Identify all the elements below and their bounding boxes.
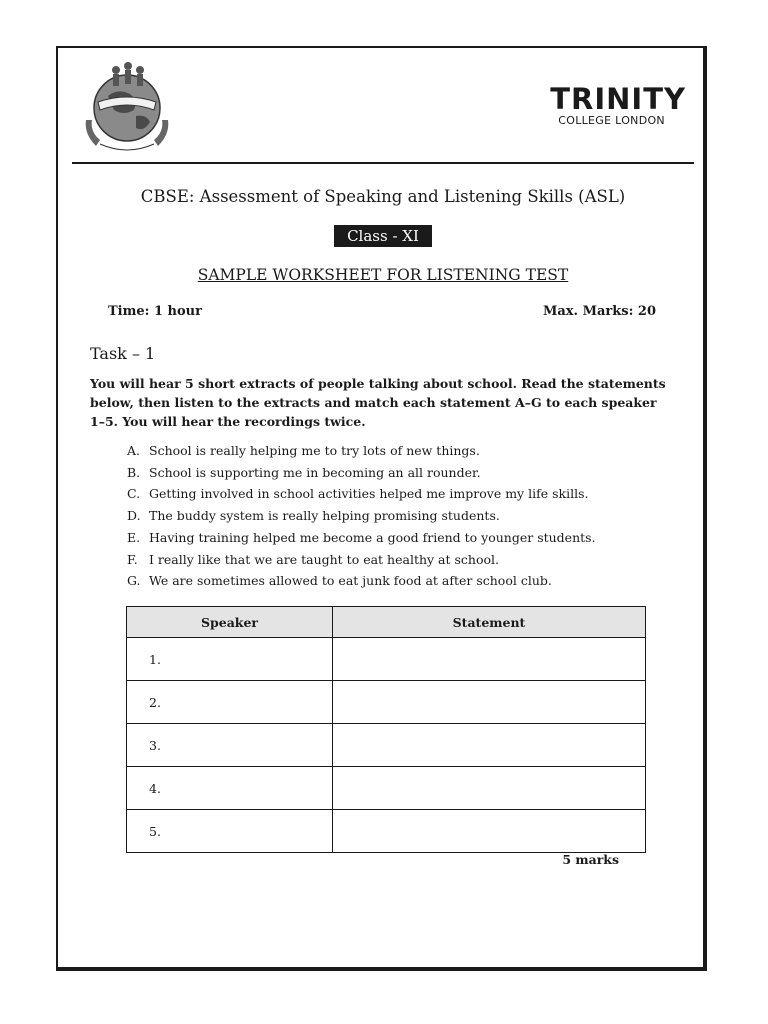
header-statement: Statement (333, 607, 646, 638)
statement-answer-cell[interactable] (333, 810, 646, 853)
task-marks: 5 marks (562, 852, 619, 867)
school-logo (78, 56, 176, 156)
statement-text: We are sometimes allowed to eat junk food at after school club. (149, 573, 552, 589)
table-row (127, 767, 646, 810)
speaker-number: 3. (127, 724, 333, 767)
statement-letter: G. (127, 573, 141, 589)
statement-letter: B. (127, 464, 141, 480)
trinity-name: TRINITY (550, 82, 686, 116)
statement-text: I really like that we are taught to eat healthy at school. (149, 551, 499, 567)
time-allowed: Time: 1 hour (108, 304, 202, 319)
statement-item (127, 549, 687, 571)
speaker-number: 1. (127, 638, 333, 681)
statement-answer-cell[interactable] (333, 638, 646, 681)
table-header-row (127, 607, 646, 638)
task-instructions: You will hear 5 short extracts of people talking about school. Read the statements below, then listen to the extracts and match each statement A–G to each speaker 1–5. You will hear the recordings twice. (90, 376, 666, 429)
max-marks: Max. Marks: 20 (542, 304, 656, 319)
statement-list (127, 440, 687, 592)
statement-text: Getting involved in school activities helped me improve my life skills. (149, 486, 589, 502)
worksheet-title: SAMPLE WORKSHEET FOR LISTENING TEST (197, 266, 569, 284)
table-row (127, 810, 646, 853)
statement-text: School is supporting me in becoming an all rounder. (149, 464, 481, 480)
statement-item (127, 527, 687, 549)
table-row (127, 681, 646, 724)
header-divider (72, 162, 694, 164)
header-speaker: Speaker (127, 607, 333, 638)
statement-letter: C. (127, 486, 141, 502)
document-title: CBSE: Assessment of Speaking and Listening Skills (ASL) (140, 187, 626, 206)
statement-item (127, 440, 687, 462)
table-row (127, 724, 646, 767)
statement-answer-cell[interactable] (333, 767, 646, 810)
trinity-subtitle: COLLEGE LONDON (558, 114, 665, 127)
speaker-number: 4. (127, 767, 333, 810)
table-row (127, 638, 646, 681)
page-header (72, 54, 694, 162)
statement-letter: D. (127, 508, 141, 524)
statement-answer-cell[interactable] (333, 724, 646, 767)
speaker-number: 5. (127, 810, 333, 853)
speaker-number: 2. (127, 681, 333, 724)
statement-letter: F. (127, 551, 138, 567)
trinity-college-logo (550, 84, 686, 127)
statement-text: Having training helped me become a good friend to younger students. (149, 529, 596, 545)
statement-letter: A. (127, 443, 141, 458)
class-badge: Class - XI (334, 225, 432, 247)
statement-item (127, 462, 687, 484)
matching-table (126, 606, 646, 853)
statement-item (127, 483, 687, 505)
statement-item (127, 505, 687, 527)
statement-letter: E. (127, 529, 141, 545)
statement-item (127, 570, 687, 592)
statement-text: The buddy system is really helping promising students. (149, 508, 500, 524)
statement-answer-cell[interactable] (333, 681, 646, 724)
statement-text: School is really helping me to try lots of new things. (149, 443, 480, 458)
task-heading: Task – 1 (90, 344, 156, 363)
